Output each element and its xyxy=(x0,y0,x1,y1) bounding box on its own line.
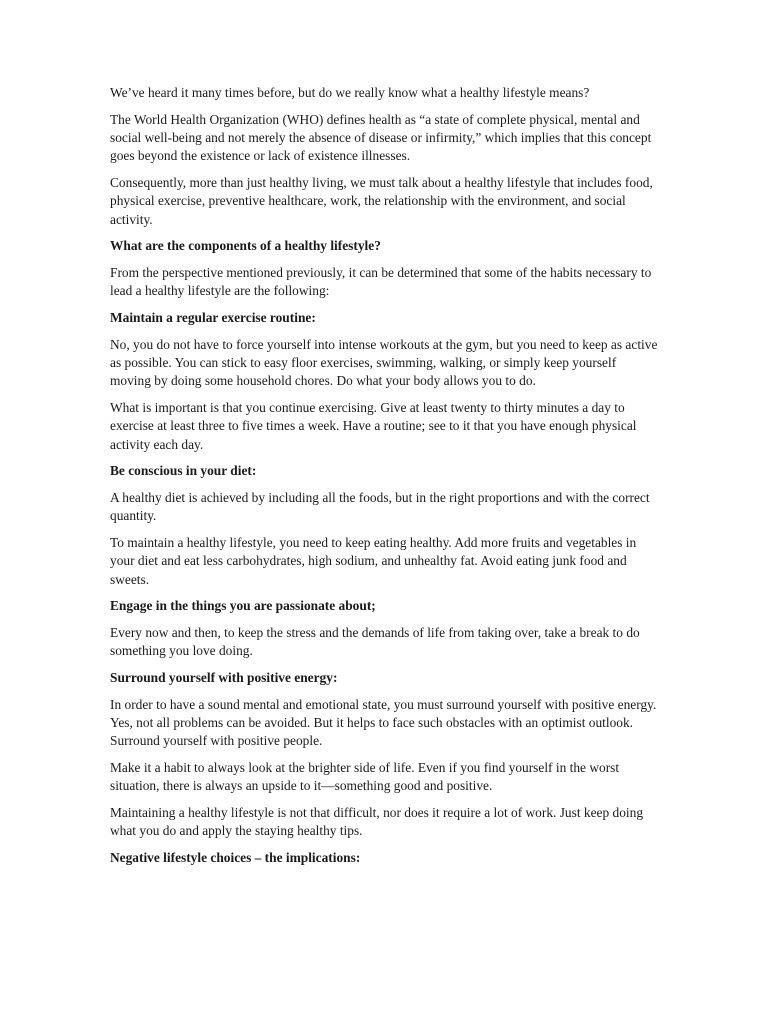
heading-exercise: Maintain a regular exercise routine: xyxy=(110,310,316,325)
exercise-paragraph-1: No, you do not have to force yourself into intense workouts at the gym, but you need to keep as active as possible. You can stick to easy floor exercises, swimming, walking, or simply keep yourself moving by doing some household chores. Do what your body allows you to do. xyxy=(110,336,658,389)
heading-negative-choices: Negative lifestyle choices – the implications: xyxy=(110,850,361,865)
heading-positive-energy: Surround yourself with positive energy: xyxy=(110,670,338,685)
heading-components: What are the components of a healthy lifestyle? xyxy=(110,238,381,254)
conclusion-paragraph: Maintaining a healthy lifestyle is not that difficult, nor does it require a lot of work. Just keep doing what you do and apply the staying healthy tips. xyxy=(110,805,644,839)
who-definition-paragraph: The World Health Organization (WHO) defines health as “a state of complete physical, mental and social well-being and not merely the absence of disease or infirmity,” which implies that this concept goes beyond the existence or lack of existence illnesses. xyxy=(110,111,652,164)
exercise-paragraph-2: What is important is that you continue exercising. Give at least twenty to thirty minutes a day to exercise at least three to five times a week. Have a routine; see to it that you have enough physical activity each day. xyxy=(110,400,637,452)
intro-paragraph: We’ve heard it many times before, but do we really know what a healthy lifestyle means? xyxy=(110,85,590,100)
diet-paragraph-1: A healthy diet is achieved by including all the foods, but in the right proportions and with the correct quantity. xyxy=(110,490,650,524)
habits-intro-paragraph: From the perspective mentioned previously, it can be determined that some of the habits necessary to lead a healthy lifestyle are the following: xyxy=(110,265,652,299)
positive-paragraph-1: In order to have a sound mental and emotional state, you must surround yourself with positive energy. Yes, not all problems can be avoided. But it helps to face such obstacles with an optimist outlook. Surround yourself with positive people. xyxy=(110,696,657,749)
positive-paragraph-2: Make it a habit to always look at the brighter side of life. Even if you find yourself in the worst situation, there is always an upside to it—something good and positive. xyxy=(110,760,620,794)
heading-diet: Be conscious in your diet: xyxy=(110,463,257,479)
document-page xyxy=(110,84,658,876)
heading-passion: Engage in the things you are passionate about; xyxy=(110,598,376,614)
passion-paragraph: Every now and then, to keep the stress and the demands of life from taking over, take a break to do something you love doing. xyxy=(110,625,640,659)
diet-paragraph-2: To maintain a healthy lifestyle, you need to keep eating healthy. Add more fruits and vegetables in your diet and eat less carbohydrates, high sodium, and unhealthy fat. Avoid eating junk food and sweets. xyxy=(110,535,637,587)
healthy-lifestyle-scope-paragraph: Consequently, more than just healthy living, we must talk about a healthy lifestyle that includes food, physical exercise, preventive healthcare, work, the relationship with the environment, and social activity. xyxy=(110,175,653,227)
